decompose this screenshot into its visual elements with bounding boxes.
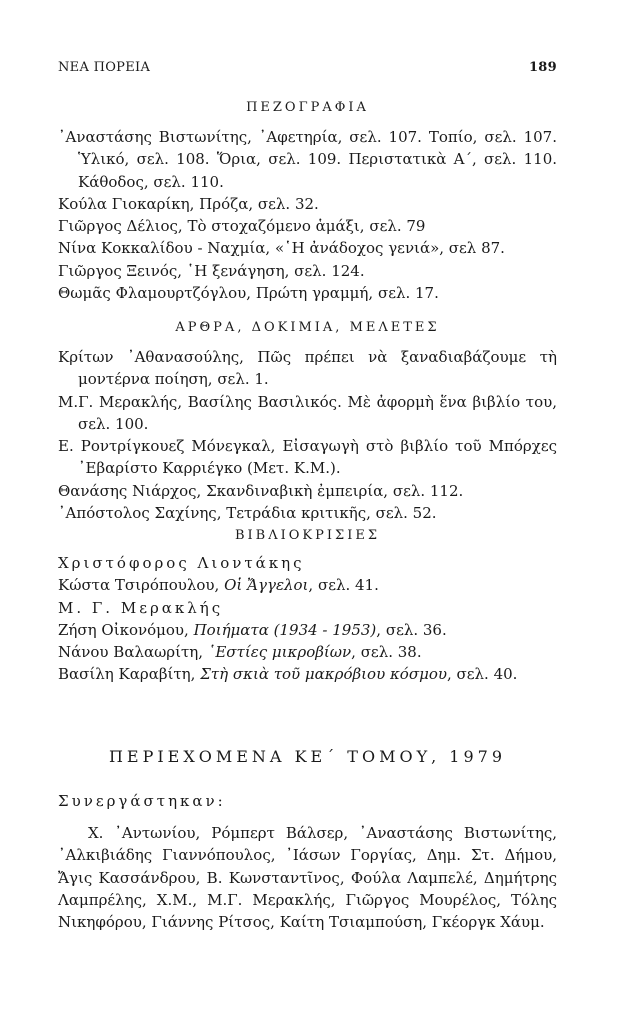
prose-entry: Θωμᾶς Φλαμουρτζόγλου, Πρώτη γραμμή, σελ. 17. <box>58 284 439 303</box>
prose-entry: Γιῶργος Ξεινός, ῾Η ξενάγηση, σελ. 124. <box>58 261 365 280</box>
prose-entry: ᾽Αναστάσης Βιστωνίτης, ᾽Αφετηρία, σελ. 107. Τοπίο, σελ. 107. Ὑλικό, σελ. 108. Ὅρια, σελ. 109. Περιστατικὰ Α΄, σελ. 110. Κάθοδος, σελ. 110. <box>58 128 557 191</box>
article-entry: Μ.Γ. Μερακλής, Βασίλης Βασιλικός. Μὲ ἀφορμὴ ἕνα βιβλίο του, σελ. 100. <box>58 392 557 433</box>
review-page: , σελ. 38. <box>351 643 422 662</box>
section-title-reviews: ΒΙΒΛΙΟΚΡΙΣΙΕΣ <box>234 528 381 543</box>
section-title-articles: ΑΡΘΡΑ, ΔΟΚΙΜΙΑ, ΜΕΛΕΤΕΣ <box>175 320 440 335</box>
review-work: ῾Εστίες μικροβίων <box>207 643 352 662</box>
review-author: Ζήση Οἰκονόμου, <box>58 620 194 639</box>
reviews-list <box>58 552 557 686</box>
review-work: Ποιήματα (1934 - 1953) <box>193 620 377 639</box>
section-title-prose: ΠΕΖΟΓΡΑΦΙΑ <box>246 100 369 115</box>
article-entry: ᾽Απόστολος Σαχίνης, Τετράδια κριτικῆς, σελ. 52. <box>58 504 437 523</box>
reviewer-name: Μ. Γ. Μερακλής <box>58 598 224 617</box>
review-work: Στὴ σκιὰ τοῦ μακρόβιου κόσμου <box>200 665 447 684</box>
review-entry <box>58 619 557 641</box>
volume-contents-title: ΠΕΡΙΕΧΟΜΕΝΑ ΚΕ΄ ΤΟΜΟΥ, 1979 <box>108 747 507 766</box>
article-entry: Ε. Ροντρίγκουεζ Μόνεγκαλ, Εἰσαγωγὴ στὸ βιβλίο τοῦ Μπόρχες ᾽Εβαρίστο Καρριέγκο (Μετ. Κ.Μ.). <box>58 437 557 478</box>
prose-entry: Γιῶργος Δέλιος, Τὸ στοχαζόμενο ἁμάξι, σελ. 79 <box>58 217 426 236</box>
review-page: , σελ. 36. <box>376 620 447 639</box>
reviewer-heading <box>58 552 557 574</box>
review-work: Οἱ Ἄγγελοι <box>224 576 309 595</box>
reviewer-name: Χριστόφορος Λιοντάκης <box>58 554 305 572</box>
prose-list <box>58 126 557 304</box>
review-entry <box>58 574 557 596</box>
prose-entry: Νίνα Κοκκαλίδου - Ναχμία, «῾Η ἀνάδοχος γενιά», σελ 87. <box>58 239 505 258</box>
review-entry <box>58 663 557 685</box>
review-author: Νάνου Βαλαωρίτη, <box>58 643 208 662</box>
article-entry: Θανάσης Νιάρχος, Σκανδιναβικὴ ἐμπειρία, σελ. 112. <box>58 481 464 500</box>
articles-list <box>58 346 557 524</box>
running-header <box>58 60 557 80</box>
review-author: Βασίλη Καραβίτη, <box>58 665 201 684</box>
review-page: , σελ. 41. <box>308 576 379 595</box>
review-page: , σελ. 40. <box>446 665 518 684</box>
page-number: 189 <box>528 60 557 75</box>
prose-entry: Κούλα Γιοκαρίκη, Πρόζα, σελ. 32. <box>58 194 319 213</box>
contributors-list: Χ. ᾽Αντωνίου, Ρόμπερτ Βάλσερ, ᾽Αναστάσης Βιστωνίτης, ᾽Αλκιβιάδης Γιαννόπουλος, ᾽Ιάσων Γοργίας, Δημ. Στ. Δήμου, Ἄγις Κασσάνδρου, Β. Κωνσταντῖνος, Φούλα Λαμπελέ, Δημήτρης Λαμπρέλης, Χ.Μ., Μ.Γ. Μερακλής, Γιῶργος Μουρέλος, Τόλης Νικηφόρου, Γιάννης Ρίτσος, Καίτη Τσιαμπούση, Γκέοργκ Χάυμ. <box>58 824 557 932</box>
contributors-heading: Συνεργάστηκαν: <box>58 792 226 810</box>
review-entry <box>58 641 557 663</box>
article-entry: Κρίτων ᾽Αθανασούλης, Πῶς πρέπει νὰ ξαναδιαβάζουμε τὴ μοντέρνα ποίηση, σελ. 1. <box>58 348 557 389</box>
reviewer-heading <box>58 597 557 619</box>
review-author: Κώστα Τσιρόπουλου, <box>58 576 225 595</box>
journal-title: ΝΕΑ ΠΟΡΕΙΑ <box>58 60 151 75</box>
